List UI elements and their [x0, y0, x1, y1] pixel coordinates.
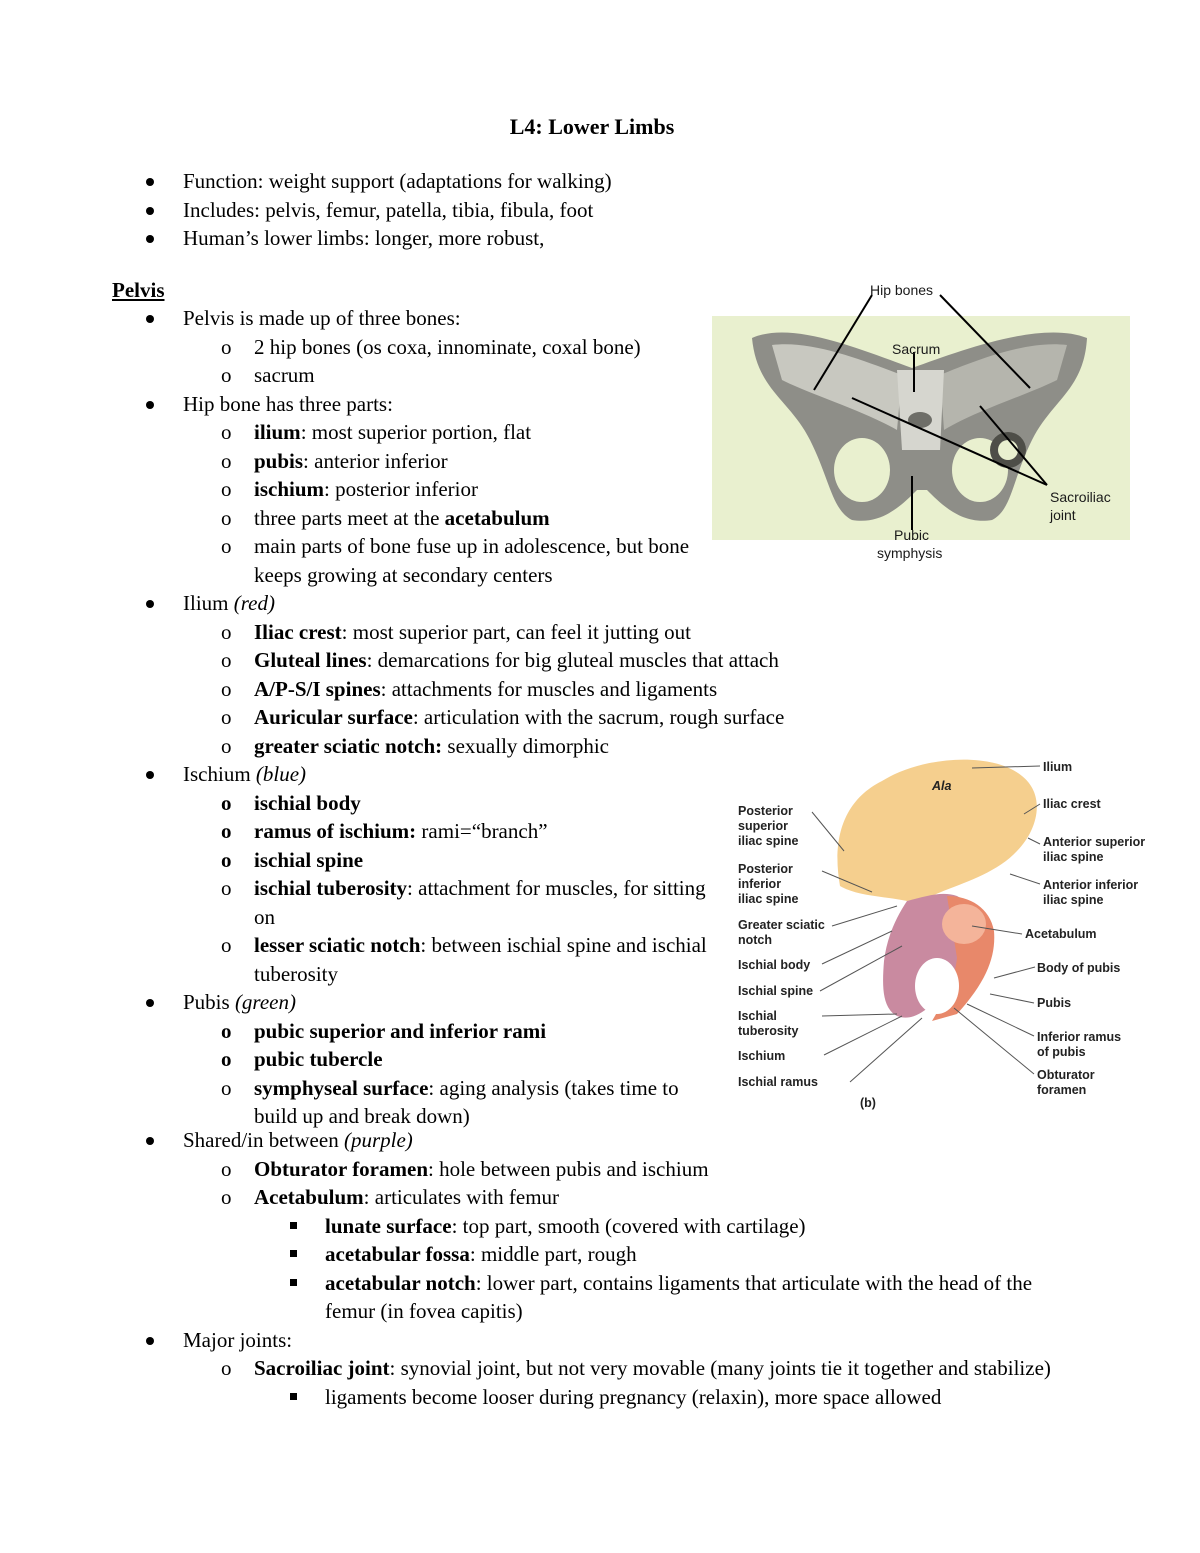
label-pubic-2: symphysis [877, 545, 943, 561]
list-item: o ischial spine [221, 847, 364, 872]
label-post-sup-2: superior [738, 819, 789, 833]
list-item: o main parts of bone fuse up in adolescence, but bone keeps growing at secondary centers [221, 534, 690, 587]
leader-tuberosity [822, 1014, 897, 1016]
list-item: lunate surface: top part, smooth (covered with cartilage) [0, 1212, 1100, 1241]
list-item: o ischial body [221, 790, 361, 815]
label-sacrum: Sacrum [892, 341, 941, 357]
label-pubis: Pubis [1037, 996, 1072, 1010]
list-item: Major joints: [0, 1326, 1100, 1355]
leader-inferior-ramus [967, 1004, 1034, 1036]
leader-body-pubis [994, 967, 1035, 978]
label-ala: Ala [932, 779, 952, 793]
label-ilium: Ilium [1043, 760, 1073, 774]
list-item: o Sacroiliac joint: synovial joint, but not very movable (many joints tie it together and stabilize) [221, 1356, 1051, 1380]
leader-greater-sciatic [832, 906, 897, 926]
leader-ischium [824, 1016, 902, 1055]
leader-ischial-body [822, 931, 892, 964]
label-inf-ramus-1: Inferior ramus [1037, 1030, 1122, 1044]
page-title: L4: Lower Limbs [509, 114, 675, 139]
list-item: Human’s lower limbs: longer, more robust, [0, 224, 1000, 253]
label-post-inf-1: Posterior [738, 862, 793, 876]
label-obturator-2: foramen [1037, 1083, 1087, 1097]
list-item: o Acetabulum: articulates with femur [221, 1185, 560, 1209]
label-greater-1: Greater sciatic [738, 918, 825, 932]
list-item: o Iliac crest: most superior part, can feel it jutting out [221, 619, 692, 644]
label-panel-b: (b) [860, 1096, 876, 1110]
label-iliac-crest: Iliac crest [1043, 797, 1101, 811]
pelvis-figure [712, 280, 1132, 565]
list-item: Includes: pelvis, femur, patella, tibia, fibula, foot [0, 196, 1000, 225]
list-item: o greater sciatic notch: sexually dimorphic [221, 733, 609, 758]
label-ischium: Ischium [738, 1049, 786, 1063]
list-item: o Gluteal lines: demarcations for big gluteal muscles that attach [221, 648, 779, 672]
list-item: o Auricular surface: articulation with the sacrum, rough surface [221, 705, 785, 729]
label-post-sup-3: iliac spine [738, 834, 799, 848]
list-item: o lesser sciatic notch: between ischial spine and ischial tuberosity [221, 933, 707, 986]
list-item: o 2 hip bones (os coxa, innominate, coxal bone) [221, 334, 641, 359]
leader-ischial-ramus [850, 1018, 922, 1082]
label-body-pubis: Body of pubis [1037, 961, 1121, 975]
pelvis-notes-bottom [0, 1126, 1100, 1411]
list-item: o ilium: most superior portion, flat [221, 420, 532, 444]
list-item: o sacrum [221, 363, 315, 387]
label-post-inf-2: inferior [738, 877, 782, 891]
list-item: o three parts meet at the acetabulum [221, 505, 550, 530]
hip-bone-figure [732, 746, 1162, 1116]
label-ant-sup-1: Anterior superior [1043, 835, 1146, 849]
list-item: Pubis (green) [0, 988, 720, 1017]
list-item: acetabular fossa: middle part, rough [0, 1240, 1100, 1269]
list-item: o Obturator foramen: hole between pubis and ischium [221, 1156, 709, 1181]
list-item: o A/P-S/I spines: attachments for muscles and ligaments [221, 676, 718, 701]
list-item: o ramus of ischium: rami=“branch” [221, 819, 548, 843]
list-item: Pelvis is made up of three bones: [0, 304, 720, 333]
label-pubic-1: Pubic [894, 527, 930, 543]
label-acetabulum: Acetabulum [1025, 927, 1097, 941]
label-greater-2: notch [738, 933, 773, 947]
list-item: ligaments become looser during pregnancy (relaxin), more space allowed [0, 1383, 1100, 1412]
list-item: o pubic tubercle [221, 1047, 383, 1071]
list-item: Ischium (blue) [0, 760, 720, 789]
list-item: o ischial tuberosity: attachment for muscles, for sitting on [221, 876, 706, 929]
label-tuberosity-1: Ischial [738, 1009, 777, 1023]
label-ischial-spine: Ischial spine [738, 984, 814, 998]
leader-posterior-superior [812, 812, 844, 851]
label-tuberosity-2: tuberosity [738, 1024, 799, 1038]
leader-pubis [990, 994, 1034, 1003]
list-item: o symphyseal surface: aging analysis (takes time to build up and break down) [221, 1075, 679, 1128]
leader-anterior-inferior [1010, 874, 1040, 884]
label-sacroiliac-2: joint [1050, 507, 1076, 523]
list-item: Shared/in between (purple) [0, 1126, 1100, 1155]
list-item: Function: weight support (adaptations for walking) [0, 167, 1000, 196]
list-item: Hip bone has three parts: [0, 390, 720, 419]
label-hip-bones: Hip bones [870, 282, 934, 298]
list-item: o ischium: posterior inferior [221, 477, 478, 501]
label-ant-inf-1: Anterior inferior [1043, 878, 1139, 892]
list-item: o pubis: anterior inferior [221, 448, 448, 473]
intro-list [0, 167, 1000, 253]
label-inf-ramus-2: of pubis [1037, 1045, 1086, 1059]
label-ant-inf-2: iliac spine [1043, 893, 1104, 907]
list-item: acetabular notch: lower part, contains ligaments that articulate with the head of the femur (in fovea capitis) [0, 1269, 1065, 1326]
leader-anterior-superior [1028, 838, 1040, 844]
leader-obturator [954, 1008, 1034, 1074]
label-sacroiliac-1: Sacroiliac [1050, 489, 1111, 505]
label-post-inf-3: iliac spine [738, 892, 799, 906]
label-ischial-body: Ischial body [738, 958, 811, 972]
label-ischial-ramus: Ischial ramus [738, 1075, 818, 1089]
list-item: Ilium (red) [0, 589, 720, 618]
section-heading: Pelvis [112, 278, 165, 302]
label-obturator-1: Obturator [1037, 1068, 1095, 1082]
label-post-sup-1: Posterior [738, 804, 793, 818]
list-item: o pubic superior and inferior rami [221, 1018, 547, 1043]
label-ant-sup-2: iliac spine [1043, 850, 1104, 864]
